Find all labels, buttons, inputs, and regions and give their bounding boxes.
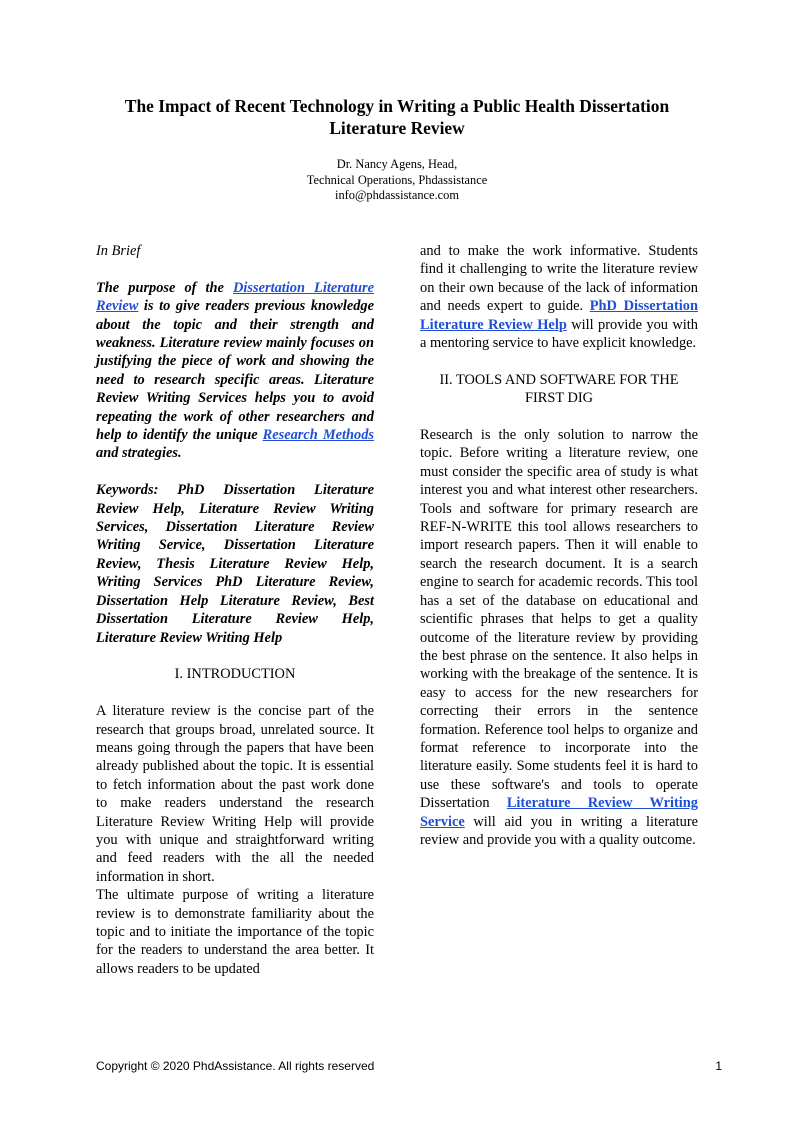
dissertation-literature-review-link[interactable]: Dissertation Literature Review [96,279,374,315]
tools-heading-line-1: II. TOOLS AND SOFTWARE FOR THE [439,371,679,388]
abstract-text-b: is to give readers previous knowledge about the topic and their strength and weakness. Literature review mainly focuses on justifying the piece of work and showing the need to research specific areas. Literature Review Writing Services helps you to avoid repeating the work of other researchers and help to identify the unique [96,298,374,444]
continuation-text-a: and to make the work informative. Students find it challenging to write the literature review on their own because of the lack of information and needs expert to guide. [420,243,698,315]
continuation-text-b: will provide you with a mentoring service to have explicit knowledge. [420,316,698,352]
tools-paragraph [420,426,698,849]
abstract-text-c: and strategies. [96,445,182,462]
paper-title [90,95,704,139]
phd-dissertation-literature-review-help-link[interactable]: PhD Dissertation Literature Review Help [420,298,698,333]
title-line-1: The Impact of Recent Technology in Writing a Public Health Dissertation [124,96,670,116]
copyright-notice: Copyright © 2020 PhdAssistance. All rights reserved [96,1059,375,1073]
tools-text-b: will aid you in writing a literature review and provide you with a quality outcome. [420,813,698,848]
tools-heading [420,371,698,408]
page-number: 1 [715,1059,722,1073]
tools-heading-line-2: FIRST DIG [524,390,594,407]
right-column [420,242,698,849]
literature-review-writing-service-link[interactable]: Literature Review Writing Service [420,795,698,830]
keywords-paragraph: Keywords: PhD Dissertation Literature Review Help, Literature Review Writing Services, Dissertation Literature Review Writing Service, Dissertation Literature Review, Thesis Literature Review Help, Writing Services PhD Literature Review, Dissertation Help Literature Review, Best Dissertation Literature Review Help, Literature Review Writing Help [96,482,374,646]
introduction-paragraph-2: The ultimate purpose of writing a literature review is to demonstrate familiarity about the topic and to initiate the importance of the topic for the readers to understand the area better. It allows readers to be updated [96,887,374,977]
author-name: Dr. Nancy Agens, Head, [336,157,458,171]
continuation-paragraph [420,242,698,352]
brief-heading: In Brief [96,243,141,259]
left-column [96,242,374,978]
author-affiliation: Technical Operations, Phdassistance [306,172,488,187]
abstract-text-a: The purpose of the [96,279,233,296]
introduction-paragraph-1: A literature review is the concise part of the research that groups broad, unrelated source. It means going through the papers that have been already published about the topic. It is essential to fetch information about the past work done to make readers understand the research Literature Review Writing Help will provide you with unique and straightforward writing and feed readers with the all the needed information in short. [96,703,374,885]
title-line-2: Literature Review [329,118,465,138]
research-methods-link[interactable]: Research Methods [262,427,374,444]
introduction-heading: I. INTRODUCTION [174,666,296,683]
abstract-paragraph [96,279,374,463]
author-block [90,157,704,204]
tools-text-a: Research is the only solution to narrow the topic. Before writing a literature review, one must consider the specific area of study is what interest you and what interest other researchers. Tools and software for primary research are REF-N-WRITE this tool allows researchers to import research papers. Then it will enable to search the research document. It is a search engine to search for academic records. This tool has a set of the database on educational and scientific phrases that helps to get a quality outcome of the literature review by providing the best phrase on the sentence. It also helps in working with the breakage of the sentence. It is easy to access for the new researchers for correcting their errors in the sentence formation. Reference tool helps to organize and format reference to incorporate into the literature easily. Some students feel it is hard to use these software's and tools to operate Dissertation [420,427,698,812]
author-email: info@phdassistance.com [335,188,459,202]
